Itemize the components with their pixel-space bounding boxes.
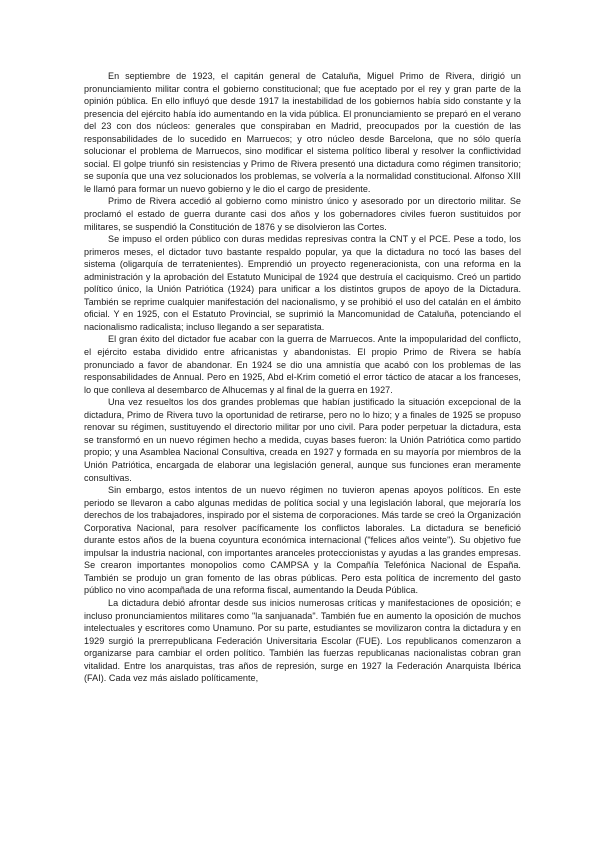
paragraph-public-order: Se impuso el orden público con duras medidas represivas contra la CNT y el PCE. Pese a todo, los primeros meses, el dictador tuvo bastante respaldo popular, ya que la dictadura no tocó las bases del sistema (oligarquía de terratenientes). Emprendió un proyecto regeneracionista, con una reforma en la administración y la aprobación del Estatuto Municipal de 1924 que destruía el caciquismo. Creó un partido político único, la Unión Patriótica (1924) para unificar a los distintos grupos de apoyo de la Dictadura. También se reprime cualquier manifestación del nacionalismo, y se prohibió el uso del catalán en el ámbito oficial. Y en 1925, con el Estatuto Provincial, se suprimió la Mancomunidad de Cataluña, potenciando el nacionalismo radicalista; incluso llegando a ser separatista. xyxy=(84,234,521,332)
document-body xyxy=(84,70,521,685)
paragraph-military-directory: Primo de Rivera accedió al gobierno como ministro único y asesorado por un directorio militar. Se proclamó el estado de guerra durante casi dos años y los gobernadores civiles fueron sustituidos por militares, se suspendió la Constitución de 1876 y se disolvieron las Cortes. xyxy=(84,196,521,232)
paragraph-coup-1923: En septiembre de 1923, el capitán general de Cataluña, Miguel Primo de Rivera, dirigió un pronunciamiento militar contra el gobierno constitucional; que fue aceptado por el rey y gran parte de la opinión pública. En ello influyó que desde 1917 la inestabilidad de los gobiernos había sido constante y la presencia del ejército había ido aumentando en la vida pública. El pronunciamiento se preparó en el verano del 23 con dos núcleos: generales que conspiraban en Madrid, preocupados por la cuestión de las responsabilidades de lo sucedido en Marruecos; y otro núcleo desde Barcelona, que no sólo quería solucionar el problema de Marruecos, sino modificar el sistema político liberal y resolver la conflictividad social. El golpe triunfó sin resistencias y Primo de Rivera presentó una dictadura como régimen transitorio; se suponía que una vez solucionados los problemas, se volvería a la normalidad constitucional. Alfonso XIII le llamó para formar un nuevo gobierno y le dio el cargo de presidente. xyxy=(84,71,521,194)
paragraph-economic-policy: Sin embargo, estos intentos de un nuevo régimen no tuvieron apenas apoyos políticos. En este periodo se llevaron a cabo algunas medidas de política social y una legislación laboral, que mejoraría los derechos de los trabajadores, inspirado por el sistema de corporaciones. Más tarde se creó la Organización Corporativa Nacional, para resolver pacíficamente los conflictos laborales. La dictadura se benefició durante estos años de la buena coyuntura económica internacional ("felices años veinte"). Su objetivo fue impulsar la industria nacional, con importantes aranceles proteccionistas y ayudas a las grandes empresas. Se crearon importantes monopolios como CAMPSA y la Compañía Telefónica Nacional de España. También se produjo un gran fomento de las obras públicas. Pero esta política de incremento del gasto público no vino acompañada de una reforma fiscal, aumentando la Deuda Pública. xyxy=(84,485,521,596)
paragraph-morocco-war: El gran éxito del dictador fue acabar con la guerra de Marruecos. Ante la impopularidad del conflicto, el ejército estaba dividido entre africanistas y abandonistas. El propio Primo de Rivera se había pronunciado a favor de abandonar. En 1924 se dio una amnistía que acabó con los problemas de las responsabilidades de Annual. Pero en 1925, Abd el-Krim cometió el error táctico de atacar a los franceses, lo que conlleva al desembarco de Alhucemas y al final de la guerra en 1927. xyxy=(84,334,521,395)
paragraph-opposition: La dictadura debió afrontar desde sus inicios numerosas críticas y manifestaciones de oposición; e incluso pronunciamientos militares como "la sanjuanada". También fue en aumento la oposición de muchos intelectuales y escritores como Unamuno. Por su parte, estudiantes se movilizaron contra la dictadura y en 1929 surgió la prerrepublicana Federación Universitaria Escolar (FUE). Los republicanos comenzaron a organizarse para cambiar el orden político. También las fuerzas republicanas nacionalistas cobran gran vitalidad. Entre los anarquistas, tras años de represión, surge en 1927 la Federación Anarquista Ibérica (FAI). Cada vez más aislado políticamente, xyxy=(84,597,521,684)
paragraph-civil-directory: Una vez resueltos los dos grandes problemas que habían justificado la situación excepcional de la dictadura, Primo de Rivera tuvo la oportunidad de retirarse, pero no lo hizo; y a finales de 1925 se propuso renovar su régimen, sustituyendo el directorio militar por uno civil. Para poder perpetuar la dictadura, esta se transformó en un nuevo régimen hecho a medida, cuyas bases fueron: la Unión Patriótica como partido propio; y una Asamblea Nacional Consultiva, creada en 1927 y formada en su mayoría por miembros de la Unión Patriótica, encargada de elaborar una legislación general, aunque sus funciones eran meramente consultivas. xyxy=(84,397,521,483)
